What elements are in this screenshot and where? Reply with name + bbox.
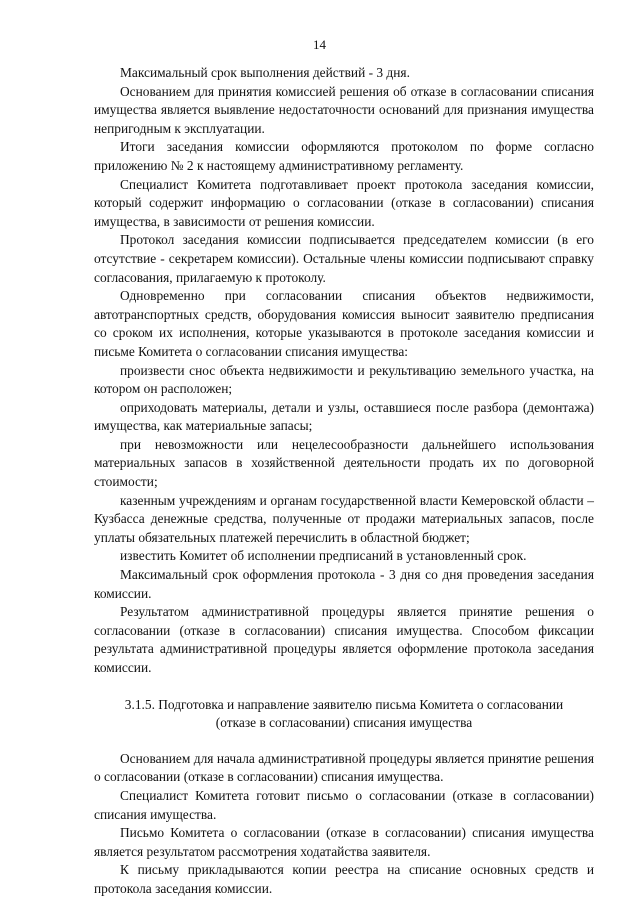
- paragraph: Максимальный срок выполнения действий - 3 дня.: [120, 65, 410, 80]
- list-item: известить Комитет об исполнении предписаний в установленный срок.: [120, 548, 527, 564]
- paragraph: Максимальный срок оформления протокола - 3 дня со дня проведения заседания комиссии.: [94, 567, 594, 601]
- paragraph: Одновременно при согласовании списания объектов недвижимости, автотранспортных средств, оборудования комиссия выносит заявителю предписания со сроком их исполнения, которые указываются в протоколе заседания комиссии и письме Комитета о согласовании списания имущества:: [94, 288, 594, 359]
- section-heading-line: (отказе в согласовании) списания имущества: [215, 715, 473, 731]
- paragraph: Основанием для начала административной процедуры является принятие решения о согласовании (отказе в согласовании) списания имущества.: [94, 750, 594, 785]
- paragraph: Письмо Комитета о согласовании (отказе в согласовании) списания имущества является результатом рассмотрения ходатайства заявителя.: [94, 825, 594, 859]
- paragraph: К письму прикладываются копии реестра на списание основных средств и протокола заседания комиссии.: [94, 862, 594, 896]
- paragraph: Протокол заседания комиссии подписывается председателем комиссии (в его отсутствие - секретарем комиссии). Остальные члены комиссии подписывают справку согласования, прилагаемую к протоколу.: [94, 232, 594, 285]
- paragraph: Итоги заседания комиссии оформляются протоколом по форме согласно приложению № 2 к настоящему административному регламенту.: [94, 139, 594, 173]
- paragraph: Результатом административной процедуры является принятие решения о согласовании (отказе в согласовании) списания имущества. Способом фиксации результата административной процедуры является оформление протокола заседания комиссии.: [94, 604, 594, 675]
- paragraph: Специалист Комитета подготавливает проект протокола заседания комиссии, который содержит информацию о согласовании (отказе в согласовании) списания имущества, в зависимости от решения комиссии.: [94, 176, 594, 229]
- section-heading-line: 3.1.5. Подготовка и направление заявителю письма Комитета о согласовании: [124, 696, 564, 712]
- document-body: [94, 64, 594, 899]
- paragraph: Специалист Комитета готовит письмо о согласовании (отказе в согласовании) списания имущества.: [94, 787, 594, 822]
- paragraph: Основанием для принятия комиссией решения об отказе в согласовании списания имущества является выявление недостаточности оснований для признания имущества непригодным к эксплуатации.: [94, 83, 594, 136]
- list-item: казенным учреждениям и органам государственной власти Кемеровской области – Кузбасса денежные средства, полученные от продажи материальных запасов, после уплаты обязательных платежей перечислить в областной бюджет;: [94, 492, 594, 545]
- list-item: при невозможности или нецелесообразности дальнейшего использования материальных запасов в хозяйственной деятельности продать их по договорной стоимости;: [94, 436, 594, 490]
- page-number: 14: [313, 37, 326, 52]
- section-heading: [94, 696, 594, 733]
- list-item: произвести снос объекта недвижимости и рекультивацию земельного участка, на котором он расположен;: [94, 362, 594, 397]
- list-item: оприходовать материалы, детали и узлы, оставшиеся после разбора (демонтажа) имущества, как материальные запасы;: [94, 399, 594, 434]
